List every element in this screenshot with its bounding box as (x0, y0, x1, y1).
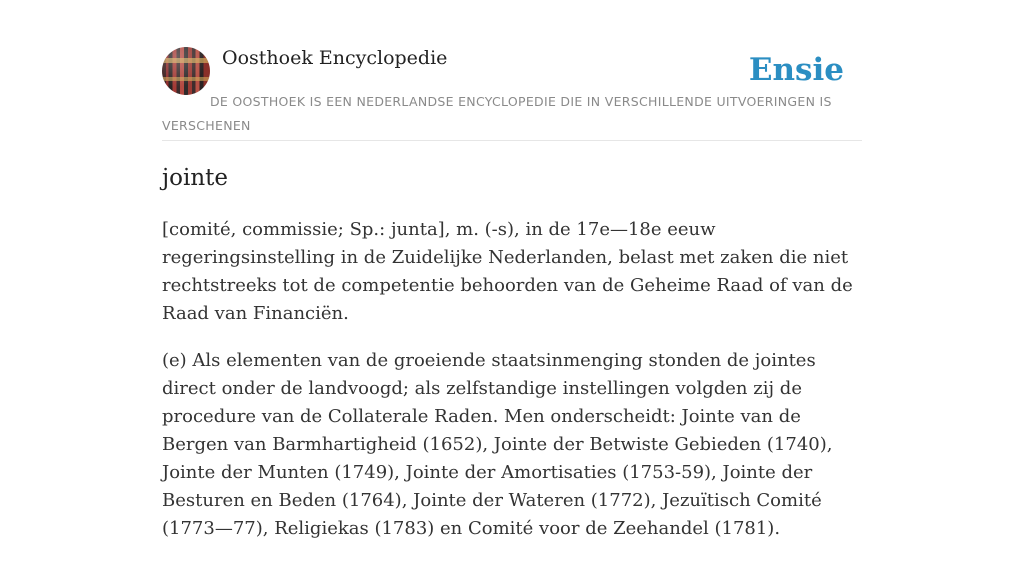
article-body (162, 216, 862, 562)
site-header (162, 46, 862, 141)
article-paragraph-details: (e) Als elementen van de groeiende staatsinmenging stonden de jointes direct onder de landvoogd; als zelfstandige instellingen volgden zij de procedure van de Collaterale Raden. Men onderscheidt: Jointe van de Bergen van Barmhartigheid (1652), Jointe der Betwiste Gebieden (1740), Jointe der Munten (1749), Jointe der Amortisaties (1753-59), Jointe der Besturen en Beden (1764), Jointe der Wateren (1772), Jezuïtisch Comité (1773—77), Religiekas (1783) en Comité voor de Zeehandel (1781). (162, 350, 833, 539)
article-title: jointe (162, 165, 229, 191)
site-tagline: DE OOSTHOEK IS EEN NEDERLANDSE ENCYCLOPEDIE DIE IN VERSCHILLENDE UITVOERINGEN IS VERSCHENEN (162, 94, 832, 133)
encyclopedia-books-logo-icon[interactable] (162, 47, 210, 95)
article-paragraph-definition: [comité, commissie; Sp.: junta], m. (-s), in de 17e—18e eeuw regeringsinstelling in de Zuidelijke Nederlanden, belast met zaken die niet rechtstreeks tot de competentie behoorden van de Geheime Raad of van de Raad van Financiën. (162, 219, 853, 324)
site-name-link[interactable]: Oosthoek Encyclopedie (222, 47, 448, 69)
ensie-brand-link[interactable]: Ensie (748, 52, 844, 88)
